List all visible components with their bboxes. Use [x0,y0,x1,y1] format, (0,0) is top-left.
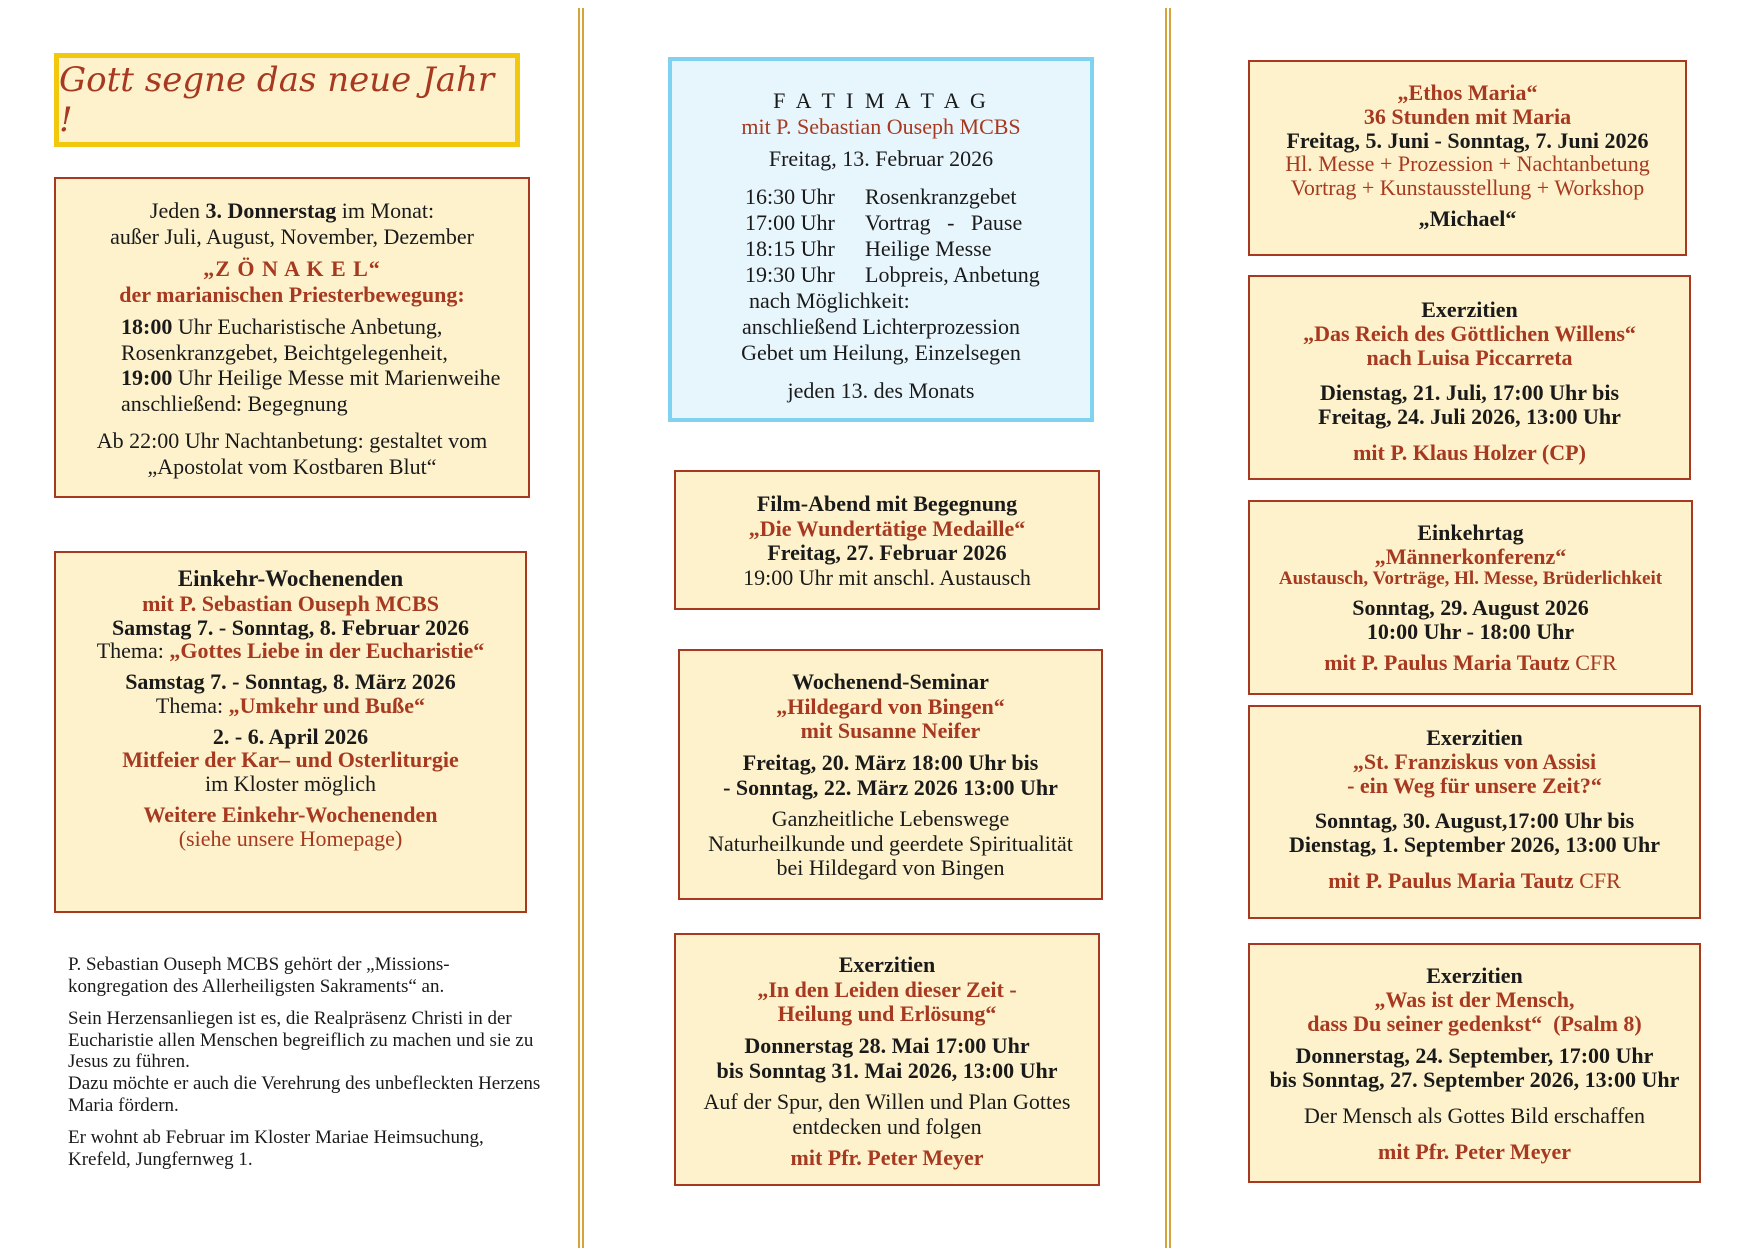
einkehr-title: Einkehr-Wochenenden [177,566,404,591]
mensch-name-2: dass Du seiner gedenkst“ (Psalm 8) [1307,1011,1642,1037]
zoenakel-line-adoration: 18:00 Uhr Eucharistische Anbetung, [121,314,443,340]
film-title: Film-Abend mit Begegnung [756,491,1018,516]
hildegard-card [678,649,1103,900]
hildegard-name: „Hildegard von Bingen“ [776,693,1005,719]
schedule-item: Lobpreis, Anbetung [865,261,1040,287]
maenner-with: mit P. Paulus Maria Tautz CFR [1324,649,1617,675]
einkehr-more: Weitere Einkehr-Wochenenden [143,801,438,827]
column-divider-right [1165,8,1171,1248]
zoenakel-schedule: Jeden 3. Donnerstag im Monat: [149,198,435,223]
leiden-date-1: Donnerstag 28. Mai 17:00 Uhr [744,1032,1030,1058]
zoenakel-title: „Z Ö N A K E L“ [203,256,381,282]
maenner-card [1248,500,1693,695]
mensch-date-2: bis Sonntag, 27. September 2026, 13:00 Uhr [1269,1066,1680,1092]
zoenakel-apostolate: „Apostolat vom Kostbaren Blut“ [147,453,437,479]
schedule-time: 18:15 Uhr [745,235,835,261]
bio-paragraph-1: P. Sebastian Ouseph MCBS gehört der „Missions-kongregation des Allerheiligsten Sakraments“ an. [68,954,450,997]
zoenakel-exceptions: außer Juli, August, November, Dezember [110,223,474,249]
reich-card [1248,275,1691,480]
hildegard-line-2: Naturheilkunde und geerdete Spiritualität [708,830,1073,856]
ethos-name: „Ethos Maria“ [1397,80,1538,105]
hildegard-line-3: bei Hildegard von Bingen [776,855,1005,881]
film-time: 19:00 Uhr mit anschl. Austausch [743,564,1031,590]
zoenakel-card [54,177,530,498]
franziskus-date-1: Sonntag, 30. August,17:00 Uhr bis [1314,808,1635,834]
franziskus-date-2: Dienstag, 1. September 2026, 13:00 Uhr [1288,832,1661,857]
schedule-time: 17:00 Uhr [745,209,835,235]
leiden-card [674,933,1100,1186]
ethos-line-1: Hl. Messe + Prozession + Nachtanbetung [1285,151,1650,177]
maenner-name: „Männerkonferenz“ [1374,543,1567,569]
einkehr-date-3: 2. - 6. April 2026 [212,723,369,749]
maenner-title: Einkehrtag [1417,520,1524,545]
film-name: „Die Wundertätige Medaille“ [748,515,1026,541]
schedule-time: 19:30 Uhr [745,261,835,287]
ethos-line-2: Vortrag + Kunstausstellung + Workshop [1290,175,1645,200]
bio-paragraph-2: Sein Herzensanliegen ist es, die Realpräsenz Christi in der Eucharistie allen Menschen begreiflich zu machen und sie zu Jesus zu führen. [68,1007,534,1073]
mensch-name-1: „Was ist der Mensch, [1374,987,1575,1013]
ethos-date: Freitag, 5. Juni - Sonntag, 7. Juni 2026 [1286,127,1649,153]
bio-paragraph-4: Er wohnt ab Februar im Kloster Mariae Heimsuchung, Krefeld, Jungfernweg 1. [68,1126,484,1170]
reich-with: mit P. Klaus Holzer (CP) [1353,439,1586,465]
mensch-card [1248,943,1701,1183]
einkehr-homepage: (siehe unsere Homepage) [178,825,403,851]
fatima-footer: jeden 13. des Monats [787,377,975,403]
fatima-date: Freitag, 13. Februar 2026 [768,145,994,171]
ethos-michael: „Michael“ [1418,205,1517,231]
mensch-with: mit Pfr. Peter Meyer [1378,1139,1571,1165]
leiden-title: Exerzitien [838,952,936,977]
fatima-note-3: Gebet um Heilung, Einzelsegen [741,339,1021,365]
ethos-card [1248,60,1687,256]
zoenakel-line-mass: 19:00 Uhr Heilige Messe mit Marienweihe [121,365,501,391]
new-year-greeting [54,53,520,147]
zoenakel-subtitle: der marianischen Priesterbewegung: [119,281,465,307]
fatima-with: mit P. Sebastian Ouseph MCBS [741,113,1021,139]
maenner-date-1: Sonntag, 29. August 2026 [1352,595,1589,621]
franziskus-with: mit P. Paulus Maria Tautz CFR [1328,867,1621,893]
einkehr-date-1: Samstag 7. - Sonntag, 8. Februar 2026 [111,614,470,640]
leiden-name-2: Heilung und Erlösung“ [777,1001,997,1027]
film-date: Freitag, 27. Februar 2026 [767,540,1007,566]
einkehr-theme-2: Thema: „Umkehr und Buße“ [155,692,426,718]
hildegard-date-2: - Sonntag, 22. März 2026 13:00 Uhr [723,774,1058,800]
maenner-date-2: 10:00 Uhr - 18:00 Uhr [1366,618,1575,644]
franziskus-title: Exerzitien [1426,725,1523,750]
leiden-line-1: Auf der Spur, den Willen und Plan Gottes [703,1089,1071,1115]
greeting-text: Gott segne das neue Jahr ! [59,60,495,140]
maenner-sub: Austausch, Vorträge, Hl. Messe, Brüderlichkeit [1278,567,1663,589]
bio-paragraph-3: Dazu möchte er auch die Verehrung des unbefleckten Herzens Maria fördern. [68,1073,541,1117]
film-card [674,470,1100,610]
reich-title: Exerzitien [1421,297,1518,322]
mensch-date-1: Donnerstag, 24. September, 17:00 Uhr [1295,1042,1654,1068]
einkehr-theme-1: Thema: „Gottes Liebe in der Eucharistie“ [96,638,485,664]
fatima-note-2: anschließend Lichterprozession [742,313,1020,339]
sebastian-bio [68,954,548,1171]
hildegard-with: mit Susanne Neifer [800,718,981,744]
zoenakel-night-adoration: Ab 22:00 Uhr Nachtanbetung: gestaltet vom [96,428,488,454]
leiden-with: mit Pfr. Peter Meyer [790,1145,984,1171]
reich-date-1: Dienstag, 21. Juli, 17:00 Uhr bis [1319,380,1620,406]
schedule-item: Vortrag - Pause [865,209,1023,235]
fatima-schedule [745,184,1090,288]
franziskus-name-1: „St. Franziskus von Assisi [1352,748,1597,774]
einkehr-easter: Mitfeier der Kar– und Osterliturgie [122,747,459,773]
franziskus-name-2: - ein Weg für unsere Zeit?“ [1347,772,1602,798]
einkehr-card [54,551,527,913]
zoenakel-line-encounter: anschließend: Begegnung [121,390,348,416]
schedule-item: Heilige Messe [865,235,992,261]
hildegard-title: Wochenend-Seminar [792,669,989,694]
einkehr-with: mit P. Sebastian Ouseph MCBS [142,590,439,616]
leiden-date-2: bis Sonntag 31. Mai 2026, 13:00 Uhr [716,1057,1058,1083]
schedule-item: Rosenkranzgebet [865,183,1017,209]
reich-sub: nach Luisa Piccarreta [1366,344,1573,370]
mensch-title: Exerzitien [1426,963,1523,988]
mensch-line-1: Der Mensch als Gottes Bild erschaffen [1303,1102,1646,1128]
ethos-sub: 36 Stunden mit Maria [1363,103,1572,129]
einkehr-date-2: Samstag 7. - Sonntag, 8. März 2026 [125,669,456,695]
column-divider-left [578,8,584,1248]
zoenakel-line-rosary: Rosenkranzgebet, Beichtgelegenheit, [121,339,448,365]
reich-name: „Das Reich des Göttlichen Willens“ [1303,320,1636,346]
hildegard-date-1: Freitag, 20. März 18:00 Uhr bis [742,749,1039,775]
schedule-time: 16:30 Uhr [745,183,835,209]
fatima-card [668,57,1094,422]
einkehr-easter-sub: im Kloster möglich [204,771,377,797]
fatima-note-1: nach Möglichkeit: [749,287,910,313]
reich-date-2: Freitag, 24. Juli 2026, 13:00 Uhr [1318,404,1621,429]
fatima-title: F A T I M A T A G [773,88,989,113]
leiden-line-2: entdecken und folgen [792,1113,982,1139]
franziskus-card [1248,705,1701,919]
hildegard-line-1: Ganzheitliche Lebenswege [771,806,1010,832]
leiden-name-1: „In den Leiden dieser Zeit - [757,976,1017,1002]
